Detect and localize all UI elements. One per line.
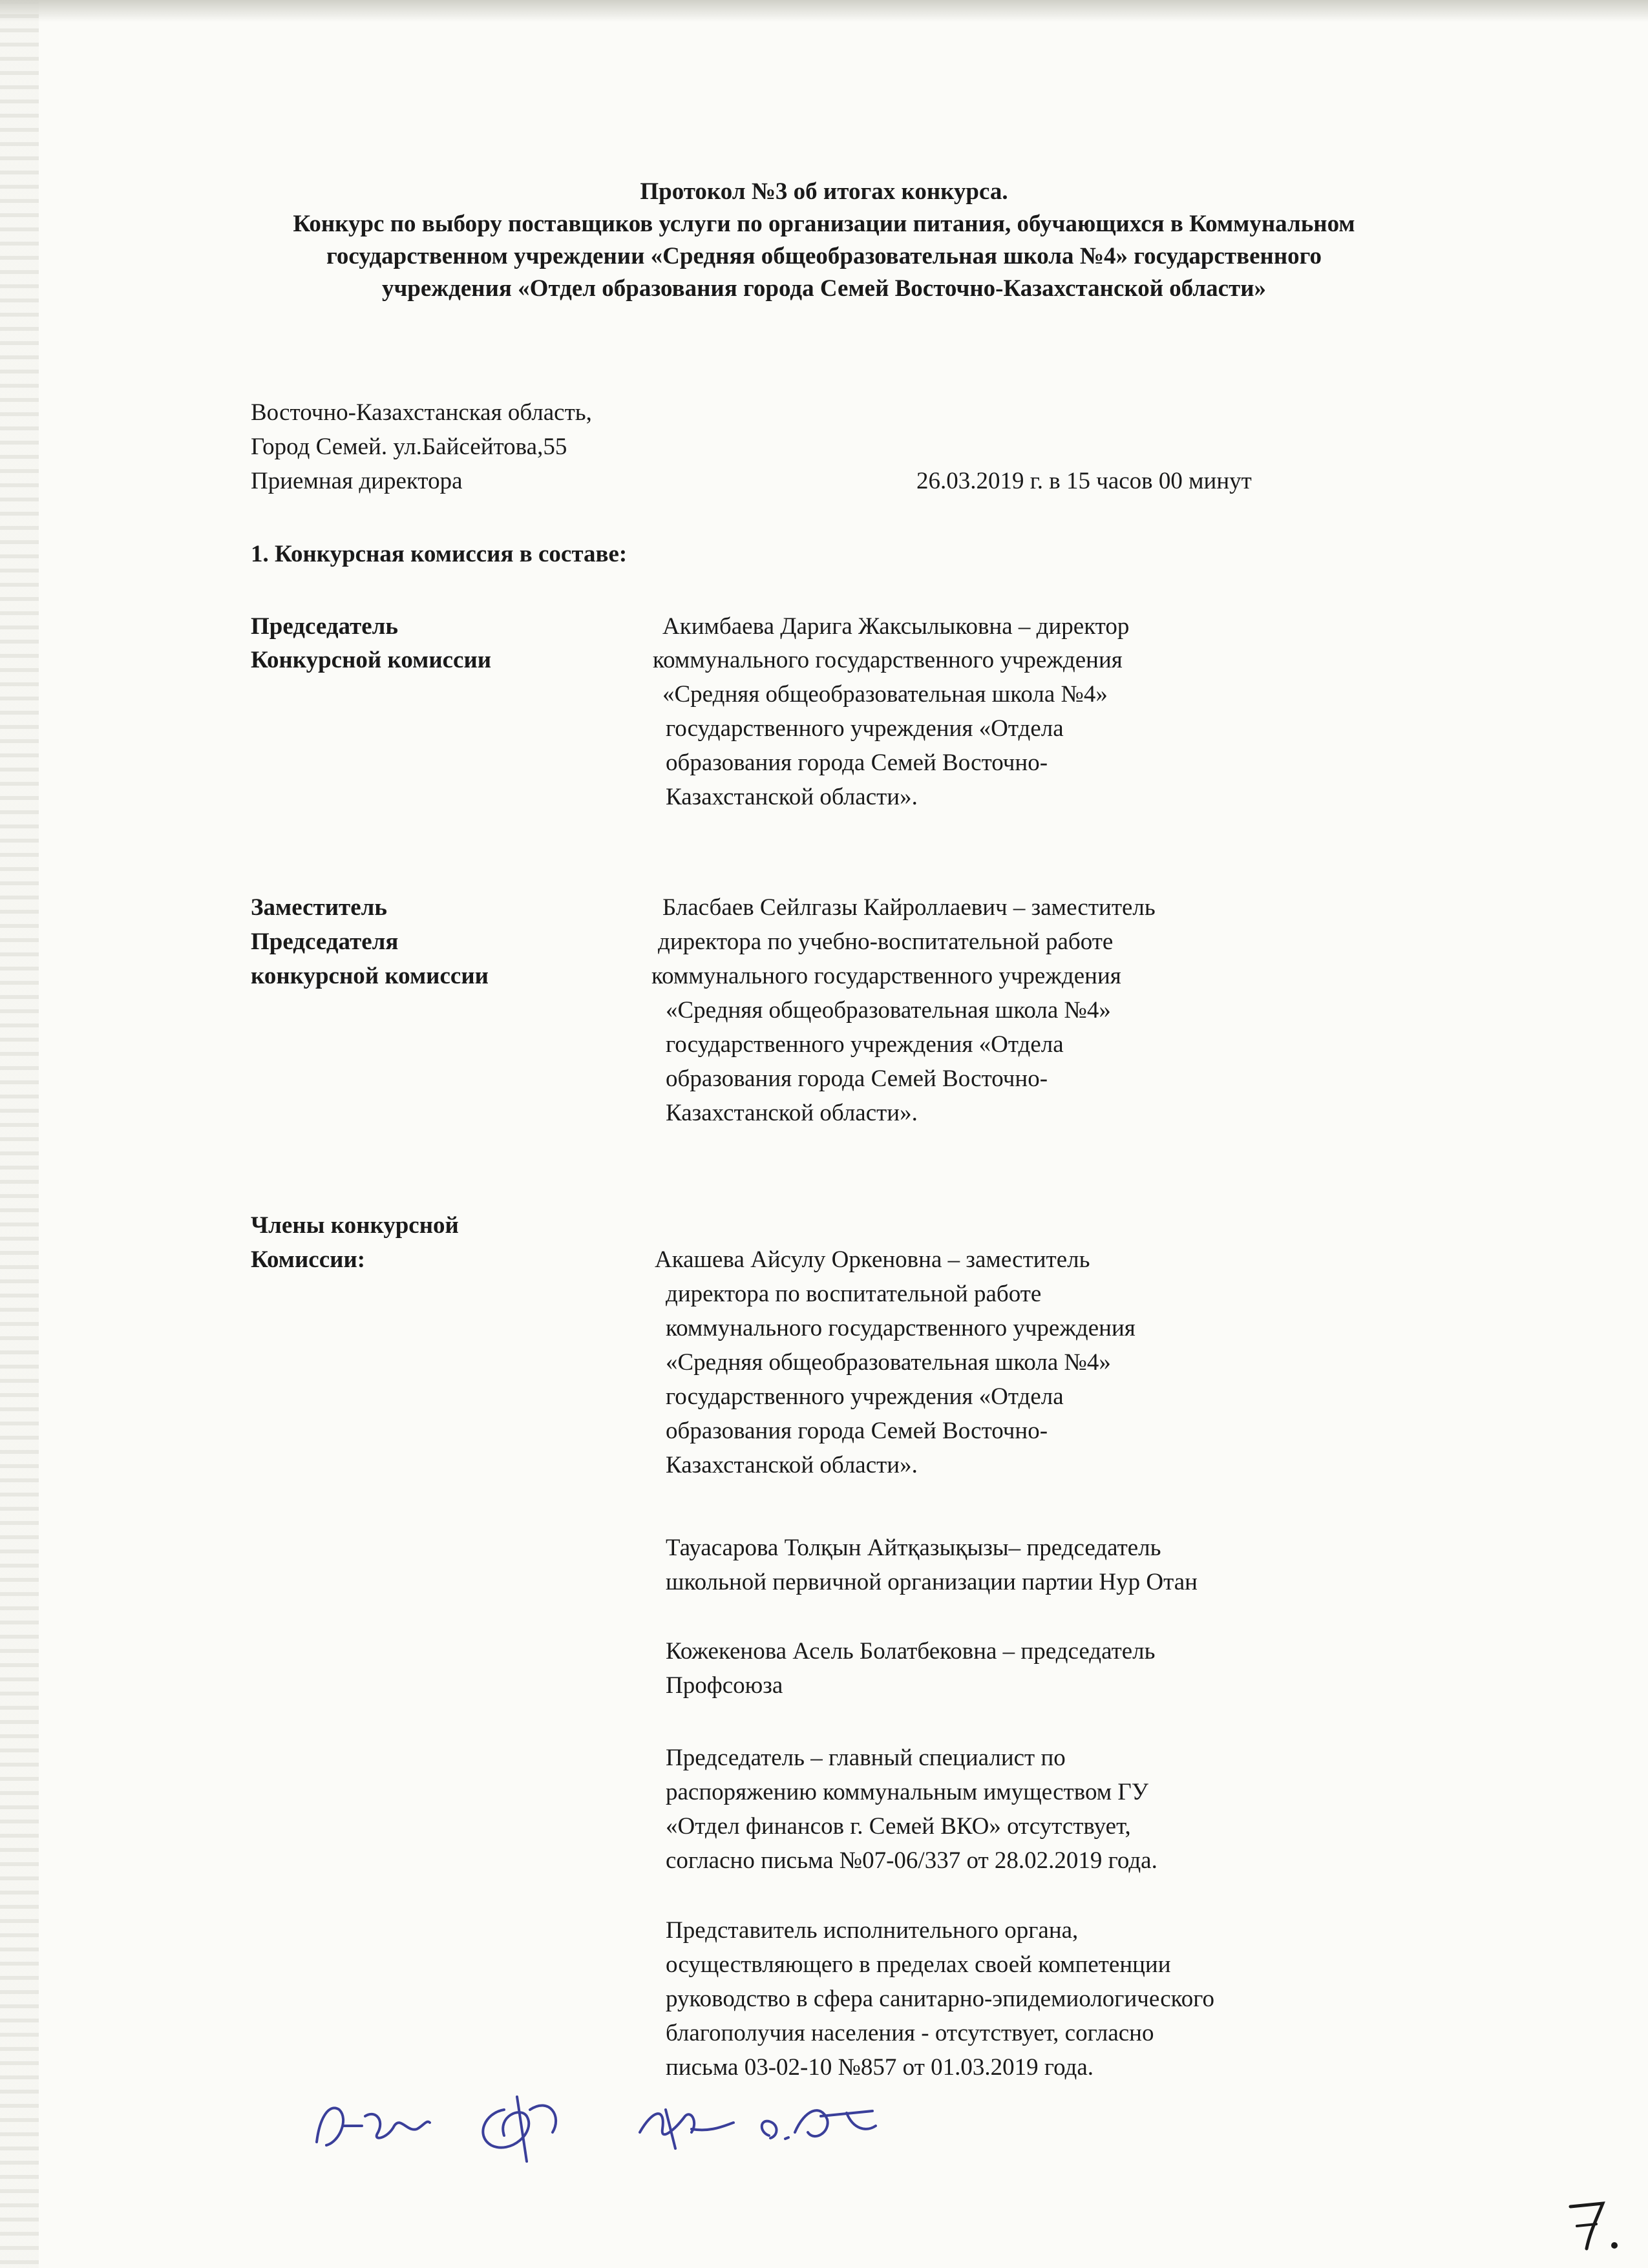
page-number: [1558, 2190, 1629, 2255]
header-line-2: Конкурс по выбору поставщиков услуги по организации питания, обучающихся в Коммунальном: [293, 211, 1355, 237]
member-5-line: благополучия населения - отсутствует, согласно: [666, 2020, 1154, 2046]
member-4-line: «Отдел финансов г. Семей ВКО» отсутствует,: [666, 1813, 1131, 1840]
deputy-role-line-3: конкурсной комиссии: [251, 963, 489, 989]
deputy-line: коммунального государственного учреждения: [651, 963, 1121, 989]
signature-4: [762, 2110, 876, 2139]
member-4-line: распоряжению коммунальным имуществом ГУ: [666, 1779, 1148, 1805]
deputy-line: государственного учреждения «Отдела: [666, 1031, 1064, 1058]
member-3-line: Профсоюза: [666, 1672, 783, 1699]
header-line-3: государственном учреждении «Средняя общеобразовательная школа №4» государственного: [326, 243, 1322, 269]
place-room: Приемная директора: [251, 468, 463, 494]
member-2-line: школьной первичной организации партии Нур Отан: [666, 1569, 1198, 1595]
chairman-line: образования города Семей Восточно-: [666, 750, 1048, 776]
member-1-line: образования города Семей Восточно-: [666, 1418, 1048, 1444]
member-5-line: осуществляющего в пределах своей компетенции: [666, 1951, 1171, 1978]
signature-1: [317, 2108, 430, 2145]
signature-3: [640, 2110, 734, 2148]
member-4-line: Председатель – главный специалист по: [666, 1745, 1066, 1771]
chairman-line: коммунального государственного учреждения: [653, 647, 1123, 673]
signature-2: [483, 2097, 556, 2161]
deputy-line: «Средняя общеобразовательная школа №4»: [666, 997, 1111, 1024]
members-role-line-1: Члены конкурсной: [251, 1212, 459, 1239]
member-5-line: руководство в сфера санитарно-эпидемиологического: [666, 1986, 1214, 2012]
header-line-4: учреждения «Отдел образования города Семей Восточно-Казахстанской области»: [381, 275, 1267, 302]
place-region: Восточно-Казахстанская область,: [251, 399, 592, 426]
deputy-role-line-1: Заместитель: [251, 894, 387, 921]
member-1-line: Казахстанской области».: [666, 1452, 918, 1478]
member-1-line: государственного учреждения «Отдела: [666, 1383, 1064, 1410]
member-1-line: директора по воспитательной работе: [666, 1281, 1042, 1307]
document-header: [194, 176, 1454, 305]
member-5-line: Представитель исполнительного органа,: [666, 1917, 1079, 1944]
member-2-line: Тауасарова Толқын Айтқазықызы– председатель: [666, 1535, 1161, 1561]
signatures: [304, 2071, 1079, 2168]
chairman-line: «Средняя общеобразовательная школа №4»: [662, 681, 1108, 708]
chairman-role-line-2: Конкурсной комиссии: [251, 647, 492, 673]
member-1-line: Акашева Айсулу Оркеновна – заместитель: [655, 1246, 1090, 1273]
chairman-role-line-1: Председатель: [251, 613, 398, 640]
member-4-line: согласно письма №07-06/337 от 28.02.2019 года.: [666, 1847, 1157, 1874]
member-1-line: «Средняя общеобразовательная школа №4»: [666, 1349, 1111, 1376]
deputy-role-line-2: Председателя: [251, 929, 399, 955]
chairman-line: Казахстанской области».: [666, 784, 918, 810]
deputy-line: Бласбаев Сейлгазы Кайроллаевич – заместитель: [662, 894, 1156, 921]
deputy-line: директора по учебно-воспитательной работе: [658, 929, 1114, 955]
place-address: Город Семей. ул.Байсейтова,55: [251, 434, 567, 460]
member-3-line: Кожекенова Асель Болатбековна – председатель: [666, 1638, 1156, 1664]
scan-edge-left: [0, 0, 39, 2268]
scan-edge-top: [0, 0, 1648, 22]
member-5-line: письма 03-02-10 №857 от 01.03.2019 года.: [666, 2054, 1094, 2081]
member-1-line: коммунального государственного учреждения: [666, 1315, 1136, 1341]
section-1-title: 1. Конкурсная комиссия в составе:: [251, 541, 628, 567]
chairman-line: Акимбаева Дарига Жаксылыковна – директор: [662, 613, 1130, 640]
deputy-line: образования города Семей Восточно-: [666, 1066, 1048, 1092]
page-number-handwriting: [1558, 2190, 1629, 2255]
members-role-line-2: Комиссии:: [251, 1246, 366, 1273]
deputy-line: Казахстанской области».: [666, 1100, 918, 1126]
header-title: Протокол №3 об итогах конкурса.: [640, 178, 1008, 205]
chairman-line: государственного учреждения «Отдела: [666, 715, 1064, 742]
meeting-datetime: 26.03.2019 г. в 15 часов 00 минут: [916, 468, 1252, 494]
